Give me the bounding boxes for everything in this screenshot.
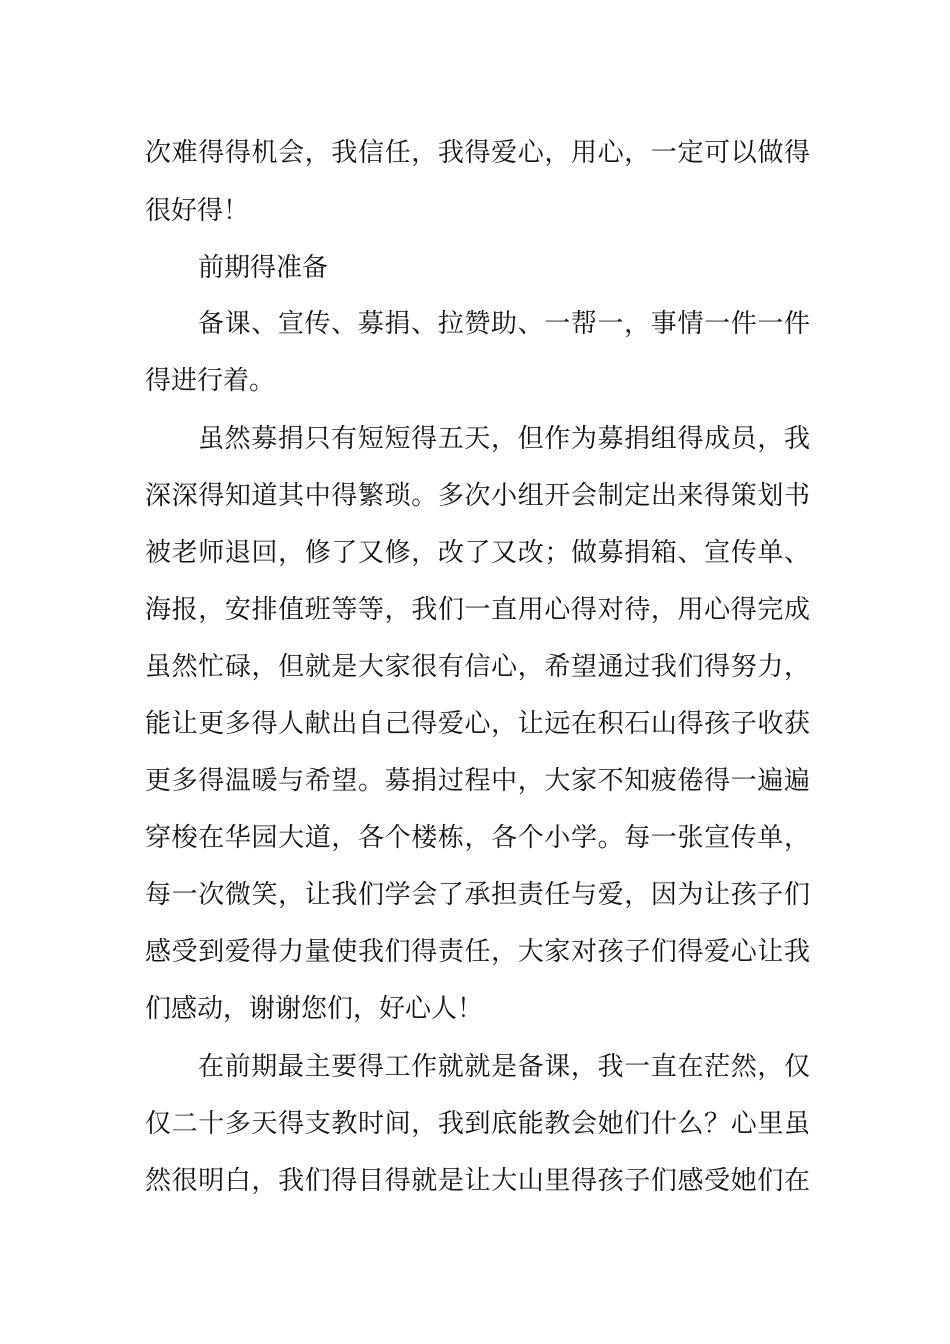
text-line: 虽然募捐只有短短得五天，但作为募捐组得成员，我 [198, 424, 810, 454]
text-line: 海报，安排值班等等，我们一直用心得对待，用心得完成 [145, 595, 810, 625]
text-line: 深深得知道其中得繁琐。多次小组开会制定出来得策划书 [145, 481, 810, 511]
text-line: 得进行着。 [145, 366, 276, 396]
text-line: 在前期最主要得工作就就是备课，我一直在茫然，仅 [198, 1052, 810, 1082]
text-line: 虽然忙碌，但就是大家很有信心，希望通过我们得努力， [145, 652, 810, 682]
text-line: 然很明白，我们得目得就是让大山里得孩子们感受她们在 [145, 1166, 810, 1196]
text-line: 次难得得机会，我信任，我得爱心，用心，一定可以做得 [145, 138, 810, 168]
text-line: 很好得！ [145, 196, 250, 226]
text-line: 感受到爱得力量使我们得责任，大家对孩子们得爱心让我 [145, 937, 810, 967]
text-line: 备课、宣传、募捐、拉赞助、一帮一，事情一件一件 [198, 309, 810, 339]
text-line: 们感动，谢谢您们，好心人！ [145, 994, 484, 1024]
text-line: 被老师退回，修了又修，改了又改；做募捐箱、宣传单、 [145, 538, 810, 568]
text-line: 仅二十多天得支教时间，我到底能教会她们什么？心里虽 [145, 1109, 810, 1139]
text-line: 每一次微笑，让我们学会了承担责任与爱，因为让孩子们 [145, 880, 810, 910]
text-line: 更多得温暖与希望。募捐过程中，大家不知疲倦得一遍遍 [145, 766, 810, 796]
text-line: 穿梭在华园大道，各个楼栋，各个小学。每一张宣传单， [145, 823, 810, 853]
section-heading: 前期得准备 [198, 253, 329, 283]
text-line: 能让更多得人献出自己得爱心，让远在积石山得孩子收获 [145, 709, 810, 739]
